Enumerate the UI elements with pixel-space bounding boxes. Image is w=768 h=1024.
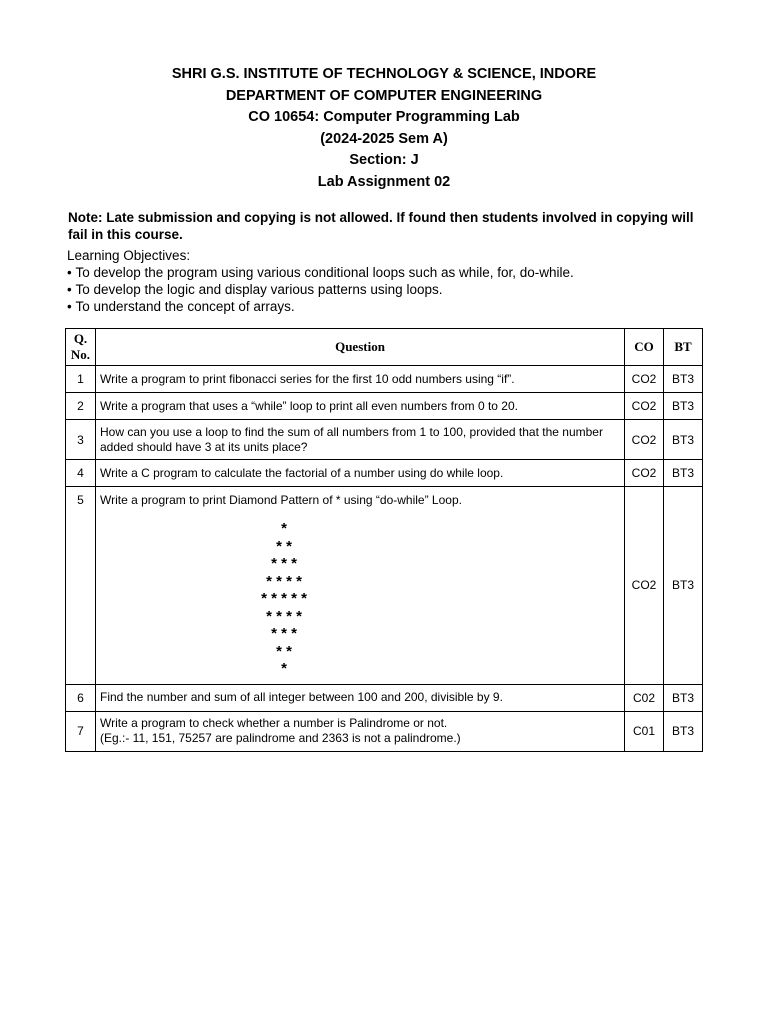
bt-value: BT3 bbox=[664, 420, 703, 460]
question-number: 6 bbox=[66, 684, 96, 711]
question-text: Write a program to print Diamond Pattern of * using “do-while” Loop. bbox=[100, 493, 462, 507]
table-row bbox=[66, 393, 703, 420]
pattern-row bbox=[100, 625, 620, 643]
assignment-title: Lab Assignment 02 bbox=[317, 173, 451, 190]
question-text: Find the number and sum of all integer between 100 and 200, divisible by 9. bbox=[96, 684, 625, 711]
co-value: CO2 bbox=[625, 366, 664, 393]
table-row bbox=[66, 420, 703, 460]
pattern-row bbox=[100, 538, 620, 556]
pattern-row-text: * * * * bbox=[266, 572, 302, 590]
pattern-row bbox=[100, 520, 620, 538]
question-number: 7 bbox=[66, 711, 96, 751]
question-text: Write a program to check whether a number is Palindrome or not. bbox=[100, 716, 448, 730]
pattern-row-text: * * * bbox=[271, 555, 297, 572]
learning-objectives bbox=[67, 247, 707, 315]
table-row bbox=[66, 460, 703, 487]
header-question: Question bbox=[96, 329, 625, 366]
question-cell bbox=[96, 487, 625, 685]
table-header-row bbox=[66, 329, 703, 366]
pattern-row-text: * * bbox=[276, 642, 292, 660]
objective-item: • To understand the concept of arrays. bbox=[67, 298, 707, 315]
bt-value: BT3 bbox=[664, 684, 703, 711]
header-bt: BT bbox=[664, 329, 703, 366]
bt-value: BT3 bbox=[664, 460, 703, 487]
co-value: CO2 bbox=[625, 460, 664, 487]
question-number: 3 bbox=[66, 420, 96, 460]
question-cell bbox=[96, 711, 625, 751]
question-text: How can you use a loop to find the sum of all numbers from 1 to 100, provided that the number added should have 3 at its units place? bbox=[96, 420, 625, 460]
co-value: CO2 bbox=[625, 420, 664, 460]
objectives-heading: Learning Objectives: bbox=[67, 248, 191, 263]
co-value: CO2 bbox=[625, 487, 664, 685]
pattern-row bbox=[100, 643, 620, 661]
question-text: Write a C program to calculate the factorial of a number using do while loop. bbox=[96, 460, 625, 487]
department-name: DEPARTMENT OF COMPUTER ENGINEERING bbox=[225, 87, 543, 104]
questions-table bbox=[65, 328, 703, 752]
question-number: 1 bbox=[66, 366, 96, 393]
bt-value: BT3 bbox=[664, 711, 703, 751]
objective-item: • To develop the logic and display various patterns using loops. bbox=[67, 281, 707, 298]
co-value: C01 bbox=[625, 711, 664, 751]
diamond-pattern bbox=[100, 520, 620, 678]
pattern-row bbox=[100, 660, 620, 678]
section: Section: J bbox=[349, 152, 419, 168]
pattern-row-text: * * * * * bbox=[261, 590, 307, 607]
co-value: C02 bbox=[625, 684, 664, 711]
pattern-row bbox=[100, 555, 620, 573]
question-text: Write a program that uses a “while” loop to print all even numbers from 0 to 20. bbox=[96, 393, 625, 420]
question-number: 4 bbox=[66, 460, 96, 487]
table-row bbox=[66, 711, 703, 751]
header-no: Q. No. bbox=[66, 329, 96, 366]
table-row bbox=[66, 487, 703, 685]
pattern-row bbox=[100, 608, 620, 626]
pattern-row-text: * bbox=[281, 660, 287, 677]
table-row bbox=[66, 366, 703, 393]
bt-value: BT3 bbox=[664, 487, 703, 685]
bt-value: BT3 bbox=[664, 393, 703, 420]
co-value: CO2 bbox=[625, 393, 664, 420]
table-row bbox=[66, 684, 703, 711]
pattern-row bbox=[100, 590, 620, 608]
question-number: 5 bbox=[66, 487, 96, 685]
bt-value: BT3 bbox=[664, 366, 703, 393]
pattern-row-text: * bbox=[281, 520, 287, 537]
institute-name: SHRI G.S. INSTITUTE OF TECHNOLOGY & SCIENCE, INDORE bbox=[171, 66, 597, 82]
course-title: CO 10654: Computer Programming Lab bbox=[248, 109, 520, 125]
pattern-row-text: * * * * bbox=[266, 607, 302, 625]
document-header bbox=[0, 64, 768, 193]
pattern-row bbox=[100, 573, 620, 591]
pattern-row-text: * * bbox=[276, 537, 292, 555]
question-example: (Eg.:- 11, 151, 75257 are palindrome and 2363 is not a palindrome.) bbox=[100, 731, 461, 745]
submission-note: Note: Late submission and copying is not allowed. If found then students involved in copying will fail in this course. bbox=[68, 210, 694, 242]
question-text: Write a program to print fibonacci series for the first 10 odd numbers using “if”. bbox=[96, 366, 625, 393]
objective-item: • To develop the program using various conditional loops such as while, for, do-while. bbox=[67, 264, 707, 281]
session: (2024-2025 Sem A) bbox=[320, 130, 448, 147]
question-number: 2 bbox=[66, 393, 96, 420]
pattern-row-text: * * * bbox=[271, 625, 297, 642]
header-co: CO bbox=[625, 329, 664, 366]
